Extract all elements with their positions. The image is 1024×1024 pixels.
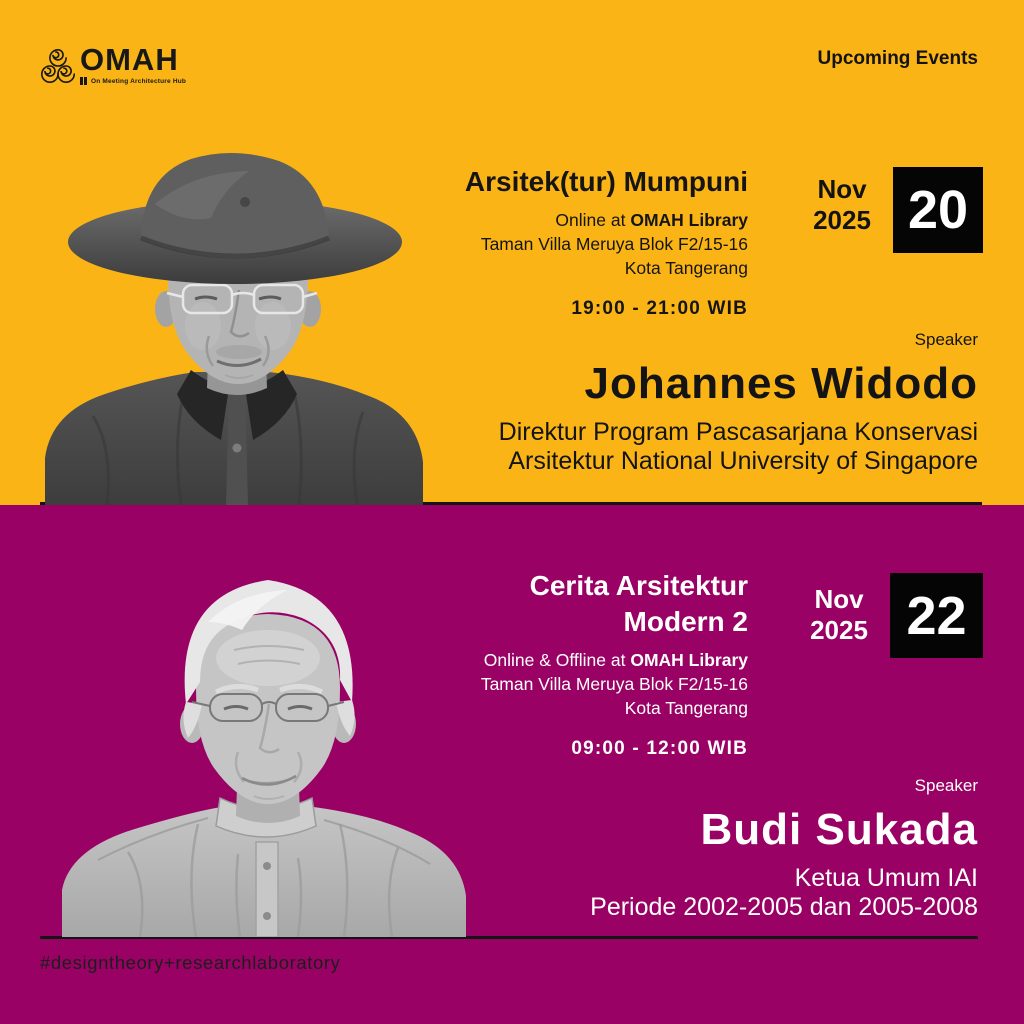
event-1-title: Arsitek(tur) Mumpuni: [464, 166, 748, 197]
triple-spiral-icon: [40, 46, 76, 86]
event-1-venue-prefix: Online at: [555, 210, 626, 230]
event-1-speaker-name: Johannes Widodo: [584, 359, 978, 408]
event-2-speaker-name: Budi Sukada: [700, 805, 978, 854]
upcoming-events-label: Upcoming Events: [817, 48, 978, 69]
event-2-title: [268, 568, 748, 640]
event-2-day: 22: [906, 585, 967, 646]
event-1-speaker-desc-line2: Arsitektur National University of Singapore: [508, 446, 978, 475]
event-2-month: Nov: [814, 584, 864, 614]
event-1-venue-name: OMAH Library: [630, 210, 748, 230]
brand-tagline: On Meeting Architecture Hub: [91, 77, 187, 85]
event-1-speaker-desc-line1: Direktur Program Pascasarjana Konservasi: [498, 418, 978, 446]
event-2-info: [268, 568, 748, 760]
event-1-speaker: [258, 330, 978, 475]
event-2-address-line2: Kota Tangerang: [624, 698, 748, 718]
omah-logo: [40, 44, 186, 86]
brand-name: OMAH: [80, 42, 179, 77]
event-2-date: [793, 584, 885, 646]
event-1-address-line2: Kota Tangerang: [624, 258, 748, 278]
logo-text: [80, 44, 186, 85]
event-2-speaker: [258, 776, 978, 921]
event-2-venue: [268, 648, 748, 672]
event-1-venue: [268, 208, 748, 232]
event-1-year: 2025: [813, 205, 871, 235]
event-1-time: 19:00 - 21:00 WIB: [571, 298, 748, 319]
event-1-date: [796, 174, 888, 236]
event-1-address-line1: Taman Villa Meruya Blok F2/15-16: [480, 234, 748, 254]
event-2-title-line1: Cerita Arsitektur: [529, 570, 748, 601]
event-1-day: 20: [907, 180, 969, 240]
event-2-speaker-label: Speaker: [914, 776, 978, 795]
event-1-day-box: [893, 167, 983, 253]
tagline-seal-mark: [80, 77, 89, 85]
event-1-speaker-label: Speaker: [914, 330, 978, 349]
event-2-venue-prefix: Online & Offline at: [483, 650, 626, 670]
event-2-title-line2: Modern 2: [623, 606, 748, 637]
brand-tagline-row: [80, 77, 186, 85]
event-2-speaker-desc-line2: Periode 2002-2005 dan 2005-2008: [590, 892, 978, 921]
event-2-venue-name: OMAH Library: [630, 650, 748, 670]
event-2-speaker-desc-line1: Ketua Umum IAI: [794, 864, 978, 892]
event-1-month: Nov: [817, 174, 867, 204]
event-2-year: 2025: [810, 615, 868, 645]
footer-hashtag: #designtheory+researchlaboratory: [40, 952, 341, 973]
event-2-time: 09:00 - 12:00 WIB: [571, 738, 748, 759]
event-1-info: [268, 164, 748, 320]
event-2-day-box: [890, 573, 983, 658]
event-2-address-line1: Taman Villa Meruya Blok F2/15-16: [480, 674, 748, 694]
